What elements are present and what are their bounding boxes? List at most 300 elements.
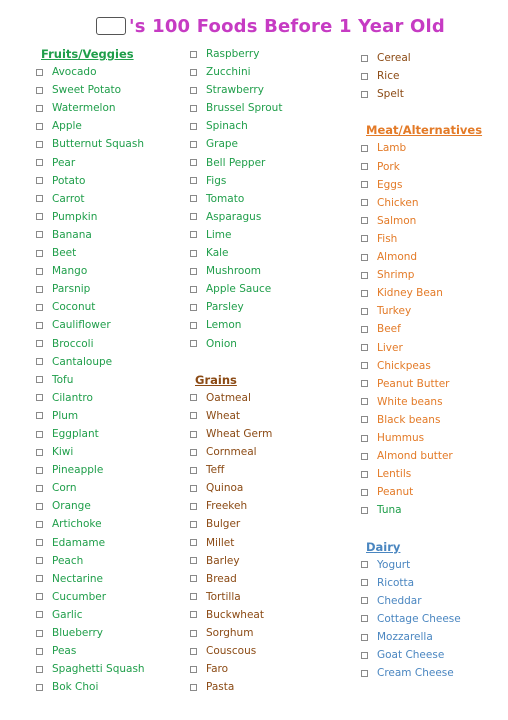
checkbox[interactable]	[190, 340, 197, 347]
checkbox[interactable]	[361, 254, 368, 261]
food-label: Eggs	[377, 178, 403, 191]
checkbox[interactable]	[190, 268, 197, 275]
checkbox[interactable]	[190, 105, 197, 112]
checkbox[interactable]	[190, 69, 197, 76]
checkbox[interactable]	[36, 611, 43, 618]
list-item	[190, 624, 350, 642]
list-item	[190, 443, 350, 461]
food-label: Hummus	[377, 431, 425, 444]
checkbox[interactable]	[361, 235, 368, 242]
checkbox[interactable]	[36, 630, 43, 637]
food-label: Pasta	[206, 681, 235, 694]
list-item	[190, 172, 350, 190]
checkbox[interactable]	[361, 217, 368, 224]
food-label: Spelt	[377, 88, 404, 101]
food-label: Salmon	[377, 214, 417, 227]
list-item	[190, 534, 350, 552]
list-item	[36, 99, 196, 117]
checkbox[interactable]	[361, 380, 368, 387]
heading-fruits-veggies: Fruits/Veggies	[41, 47, 134, 61]
food-label: Pumpkin	[52, 210, 98, 223]
food-label: Teff	[206, 464, 225, 477]
list-item	[36, 552, 196, 570]
checkbox[interactable]	[190, 51, 197, 58]
checkbox[interactable]	[361, 145, 368, 152]
food-label: Buckwheat	[206, 608, 264, 621]
checkbox[interactable]	[36, 557, 43, 564]
checkbox[interactable]	[190, 286, 197, 293]
list-item	[36, 298, 196, 316]
food-label: Lentils	[377, 468, 412, 481]
checkbox[interactable]	[36, 358, 43, 365]
list-item	[361, 465, 508, 483]
checkbox[interactable]	[190, 684, 197, 691]
list-item	[190, 280, 350, 298]
checkbox[interactable]	[36, 575, 43, 582]
list-item	[36, 515, 196, 533]
food-label: Faro	[206, 663, 229, 676]
food-label: Mushroom	[206, 265, 262, 278]
list-item	[190, 81, 350, 99]
food-label: Cantaloupe	[52, 355, 113, 368]
checkbox[interactable]	[36, 684, 43, 691]
checkbox[interactable]	[361, 326, 368, 333]
checkbox[interactable]	[36, 250, 43, 257]
checkbox[interactable]	[361, 670, 368, 677]
list-item	[361, 447, 508, 465]
list-item	[36, 660, 196, 678]
checkbox[interactable]	[190, 231, 197, 238]
checkbox[interactable]	[36, 177, 43, 184]
list-item	[190, 407, 350, 425]
food-label: Pear	[52, 156, 76, 169]
grains-list-2	[361, 49, 508, 103]
food-label: Wheat Germ	[206, 427, 273, 440]
checkbox[interactable]	[361, 416, 368, 423]
list-item	[361, 176, 508, 194]
list-item	[36, 588, 196, 606]
checkbox[interactable]	[190, 431, 197, 438]
checkbox[interactable]	[36, 431, 43, 438]
list-item	[190, 570, 350, 588]
list-item	[190, 678, 350, 696]
food-label: Tofu	[52, 373, 74, 386]
food-label: Oatmeal	[206, 391, 251, 404]
list-item	[190, 497, 350, 515]
checkbox[interactable]	[190, 503, 197, 510]
list-item	[190, 335, 350, 353]
checkbox[interactable]	[190, 630, 197, 637]
food-label: White beans	[377, 395, 443, 408]
list-item	[361, 67, 508, 85]
checkbox[interactable]	[36, 485, 43, 492]
food-label: Strawberry	[206, 84, 264, 97]
food-label: Spaghetti Squash	[52, 663, 145, 676]
list-item	[361, 49, 508, 67]
list-item	[190, 660, 350, 678]
list-item	[361, 320, 508, 338]
food-label: Banana	[52, 228, 92, 241]
checkbox[interactable]	[36, 503, 43, 510]
checkbox[interactable]	[190, 539, 197, 546]
food-label: Bell Pepper	[206, 156, 266, 169]
list-item	[190, 316, 350, 334]
page-title-row	[96, 13, 508, 39]
checkbox[interactable]	[36, 340, 43, 347]
food-label: Lemon	[206, 319, 242, 332]
list-item	[190, 190, 350, 208]
checkbox[interactable]	[190, 195, 197, 202]
checkbox[interactable]	[361, 55, 368, 62]
checkbox[interactable]	[36, 159, 43, 166]
food-label: Cucumber	[52, 590, 107, 603]
checkbox[interactable]	[190, 322, 197, 329]
list-item	[36, 624, 196, 642]
list-item	[36, 570, 196, 588]
food-label: Kiwi	[52, 446, 74, 459]
checkbox[interactable]	[361, 561, 368, 568]
food-label: Cauliflower	[52, 319, 111, 332]
list-item	[36, 335, 196, 353]
meat-alternatives-list	[361, 139, 508, 519]
checkbox[interactable]	[361, 471, 368, 478]
list-item	[361, 158, 508, 176]
list-item	[36, 262, 196, 280]
list-item	[36, 371, 196, 389]
food-label: Kidney Bean	[377, 287, 443, 300]
food-label: Tuna	[377, 504, 402, 517]
list-item	[190, 117, 350, 135]
food-label: Cottage Cheese	[377, 612, 461, 625]
list-item	[190, 154, 350, 172]
checkbox[interactable]	[361, 181, 368, 188]
food-label: Apple	[52, 120, 82, 133]
list-item	[36, 642, 196, 660]
list-item	[190, 425, 350, 443]
list-item	[361, 194, 508, 212]
food-label: Lamb	[377, 142, 407, 155]
list-item	[361, 266, 508, 284]
food-label: Liver	[377, 341, 403, 354]
food-label: Shrimp	[377, 269, 415, 282]
checkbox[interactable]	[361, 73, 368, 80]
name-input-box[interactable]	[96, 17, 126, 35]
food-label: Ricotta	[377, 576, 415, 589]
checkbox[interactable]	[190, 449, 197, 456]
checkbox[interactable]	[36, 467, 43, 474]
checkbox[interactable]	[361, 91, 368, 98]
checkbox[interactable]	[190, 123, 197, 130]
list-item	[361, 610, 508, 628]
checkbox[interactable]	[361, 634, 368, 641]
list-item	[36, 389, 196, 407]
checkbox[interactable]	[36, 105, 43, 112]
checkbox[interactable]	[36, 322, 43, 329]
list-item	[361, 85, 508, 103]
list-item	[36, 425, 196, 443]
checkbox[interactable]	[36, 286, 43, 293]
list-item	[361, 646, 508, 664]
column-2	[190, 45, 350, 696]
page-title: 's 100 Foods Before 1 Year Old	[129, 15, 445, 37]
list-item	[36, 154, 196, 172]
food-label: Quinoa	[206, 482, 244, 495]
list-item	[36, 606, 196, 624]
checkbox[interactable]	[361, 489, 368, 496]
heading-meat-alternatives: Meat/Alternatives	[366, 123, 483, 138]
food-label: Asparagus	[206, 210, 262, 223]
list-item	[190, 552, 350, 570]
food-label: Couscous	[206, 645, 257, 658]
checkbox[interactable]	[190, 648, 197, 655]
grains-list-1	[190, 389, 350, 697]
list-item	[190, 135, 350, 153]
food-label: Watermelon	[52, 102, 116, 115]
checkbox[interactable]	[190, 159, 197, 166]
food-label: Blueberry	[52, 627, 104, 639]
food-label: Mango	[52, 265, 88, 278]
food-label: Cereal	[377, 52, 411, 64]
food-label: Beet	[52, 247, 77, 260]
checkbox[interactable]	[190, 177, 197, 184]
list-item	[36, 280, 196, 298]
checkbox[interactable]	[190, 575, 197, 582]
food-label: Onion	[206, 337, 237, 350]
food-label: Brussel Sprout	[206, 102, 283, 115]
checkbox[interactable]	[36, 141, 43, 148]
food-label: Butternut Squash	[52, 138, 144, 151]
checkbox[interactable]	[190, 611, 197, 618]
food-label: Bread	[206, 572, 237, 585]
list-item	[36, 172, 196, 190]
food-label: Wheat	[206, 409, 241, 422]
checkbox[interactable]	[36, 539, 43, 546]
column-1	[36, 45, 196, 696]
checkbox[interactable]	[190, 593, 197, 600]
checkbox[interactable]	[361, 308, 368, 315]
checkbox[interactable]	[36, 268, 43, 275]
food-label: Peach	[52, 554, 84, 567]
food-label: Parsley	[206, 301, 244, 314]
food-label: Barley	[206, 554, 240, 567]
checkbox[interactable]	[190, 141, 197, 148]
checkbox[interactable]	[36, 69, 43, 76]
food-label: Cream Cheese	[377, 667, 454, 680]
list-item	[190, 208, 350, 226]
checkbox[interactable]	[190, 304, 197, 311]
food-label: Peas	[52, 645, 77, 658]
checkbox[interactable]	[361, 652, 368, 659]
checkbox[interactable]	[190, 394, 197, 401]
food-label: Nectarine	[52, 572, 103, 585]
list-item	[190, 262, 350, 280]
checkbox[interactable]	[361, 398, 368, 405]
list-item	[190, 515, 350, 533]
food-label: Rice	[377, 70, 400, 83]
food-label: Parsnip	[52, 283, 91, 296]
checkbox[interactable]	[36, 412, 43, 419]
list-item	[36, 407, 196, 425]
list-item	[361, 556, 508, 574]
list-item	[36, 244, 196, 262]
list-item	[36, 208, 196, 226]
list-item	[36, 81, 196, 99]
list-item	[190, 244, 350, 262]
checkbox[interactable]	[361, 579, 368, 586]
list-item	[190, 226, 350, 244]
food-label: Millet	[206, 536, 235, 549]
food-label: Chickpeas	[377, 359, 431, 372]
list-item	[361, 302, 508, 320]
checkbox[interactable]	[190, 666, 197, 673]
checkbox[interactable]	[36, 231, 43, 238]
food-label: Lime	[206, 228, 232, 241]
food-label: Peanut Butter	[377, 377, 450, 390]
list-item	[36, 226, 196, 244]
list-item	[190, 63, 350, 81]
checkbox[interactable]	[361, 163, 368, 170]
food-label: Zucchini	[206, 66, 251, 79]
list-item	[361, 212, 508, 230]
food-label: Turkey	[377, 305, 412, 318]
food-label: Orange	[52, 500, 91, 513]
food-label: Avocado	[52, 66, 97, 79]
list-item	[36, 117, 196, 135]
list-item	[361, 483, 508, 501]
checkbox[interactable]	[361, 615, 368, 622]
checkbox[interactable]	[361, 199, 368, 206]
list-item	[361, 501, 508, 519]
list-item	[190, 45, 350, 63]
list-item	[361, 592, 508, 610]
food-label: Potato	[52, 174, 86, 187]
food-label: Garlic	[52, 608, 83, 621]
food-label: Fish	[377, 232, 398, 245]
food-label: Freekeh	[206, 500, 248, 513]
food-label: Chicken	[377, 196, 419, 209]
food-label: Figs	[206, 174, 227, 187]
food-label: Grape	[206, 138, 239, 151]
list-item	[36, 63, 196, 81]
food-label: Mozzarella	[377, 631, 433, 643]
food-label: Artichoke	[52, 518, 102, 531]
checkbox[interactable]	[361, 290, 368, 297]
list-item	[361, 628, 508, 646]
food-label: Coconut	[52, 301, 96, 314]
list-item	[361, 574, 508, 592]
column-3	[361, 49, 508, 682]
list-item	[190, 461, 350, 479]
food-label: Bok Choi	[52, 681, 99, 694]
food-label: Pork	[377, 160, 400, 173]
list-item	[36, 678, 196, 696]
checkbox[interactable]	[361, 597, 368, 604]
fruits-veggies-list-1	[36, 63, 196, 696]
list-item	[36, 190, 196, 208]
food-label: Sorghum	[206, 627, 254, 639]
food-label: Carrot	[52, 192, 85, 205]
checkbox[interactable]	[36, 593, 43, 600]
checkbox[interactable]	[190, 87, 197, 94]
list-item	[361, 230, 508, 248]
food-label: Cilantro	[52, 391, 93, 404]
checkbox[interactable]	[36, 304, 43, 311]
checkbox[interactable]	[361, 435, 368, 442]
food-label: Cheddar	[377, 594, 422, 607]
list-item	[361, 248, 508, 266]
list-item	[190, 479, 350, 497]
checkbox[interactable]	[190, 557, 197, 564]
food-label: Tomato	[206, 192, 245, 205]
list-item	[36, 353, 196, 371]
checkbox[interactable]	[361, 507, 368, 514]
food-label: Pineapple	[52, 464, 104, 477]
food-label: Edamame	[52, 536, 106, 549]
checkbox[interactable]	[36, 521, 43, 528]
list-item	[190, 99, 350, 117]
fruits-veggies-list-2	[190, 45, 350, 353]
heading-dairy: Dairy	[366, 539, 401, 554]
food-label: Beef	[377, 323, 401, 336]
food-label: Bulger	[206, 518, 241, 531]
food-label: Raspberry	[206, 48, 260, 60]
checkbox[interactable]	[190, 250, 197, 257]
food-label: Black beans	[377, 413, 441, 426]
checkbox[interactable]	[361, 453, 368, 460]
food-label: Sweet Potato	[52, 84, 122, 97]
checkbox[interactable]	[36, 394, 43, 401]
checkbox[interactable]	[190, 412, 197, 419]
list-item	[361, 429, 508, 447]
list-item	[361, 664, 508, 682]
food-label: Cornmeal	[206, 446, 257, 459]
checkbox[interactable]	[36, 213, 43, 220]
checkbox[interactable]	[36, 648, 43, 655]
list-item	[36, 534, 196, 552]
list-item	[36, 316, 196, 334]
food-label: Eggplant	[52, 427, 99, 440]
checkbox[interactable]	[190, 467, 197, 474]
food-label: Corn	[52, 482, 77, 495]
checkbox[interactable]	[36, 87, 43, 94]
checkbox[interactable]	[190, 213, 197, 220]
list-item	[190, 298, 350, 316]
checkbox[interactable]	[190, 521, 197, 528]
list-item	[361, 393, 508, 411]
list-item	[190, 389, 350, 407]
checkbox[interactable]	[36, 123, 43, 130]
heading-grains: Grains	[195, 372, 237, 387]
list-item	[361, 411, 508, 429]
food-label: Plum	[52, 409, 79, 422]
checkbox[interactable]	[361, 272, 368, 279]
list-item	[36, 443, 196, 461]
checkbox[interactable]	[36, 666, 43, 673]
food-label: Tortilla	[206, 590, 241, 603]
checkbox[interactable]	[36, 376, 43, 383]
list-item	[361, 139, 508, 157]
food-label: Almond	[377, 251, 418, 264]
checkbox[interactable]	[36, 449, 43, 456]
food-label: Apple Sauce	[206, 283, 272, 296]
food-label: Goat Cheese	[377, 649, 445, 662]
checkbox[interactable]	[361, 344, 368, 351]
checkbox[interactable]	[190, 485, 197, 492]
list-item	[36, 479, 196, 497]
checkbox[interactable]	[36, 195, 43, 202]
checkbox[interactable]	[361, 362, 368, 369]
dairy-list	[361, 556, 508, 683]
